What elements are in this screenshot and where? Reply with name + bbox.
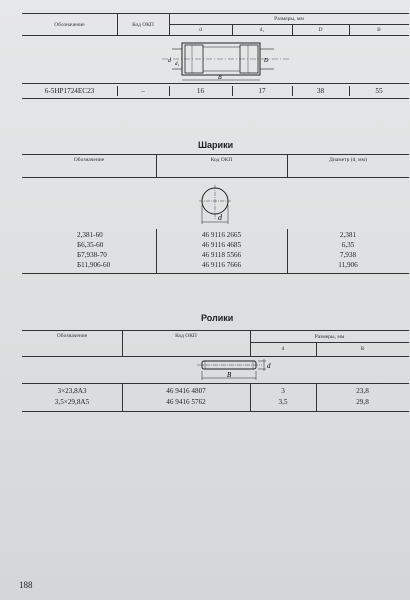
row-okp: 46 9416 5762 (166, 398, 206, 406)
bearing-drawing (22, 35, 409, 83)
page-number: 188 (19, 580, 33, 590)
row-okp: 46 9416 4807 (166, 387, 206, 395)
header-d: d (281, 346, 285, 352)
balls-table (22, 154, 409, 274)
row-okp: 46 9116 7666 (201, 261, 242, 269)
ball-drawing (22, 177, 409, 229)
header-diameter: Диаметр (d, мм) (329, 157, 367, 163)
header-okp: Код ОКП (210, 157, 233, 163)
table-row-designation: 6-5НР1724ЕС23 (44, 86, 95, 95)
table-row (22, 386, 409, 396)
row-diameter: 11,906 (338, 261, 358, 269)
drawing-label-B: B (227, 371, 232, 379)
header-designation: Обозначение (73, 157, 105, 163)
header-okp: Код ОКП (175, 333, 197, 339)
header-d: d (199, 26, 202, 33)
drawing-label-B: B (218, 75, 222, 81)
row-diameter: 2,381 (339, 231, 357, 239)
table-row-d1: 17 (258, 86, 266, 95)
table-row (22, 240, 409, 250)
table-row-B: 55 (375, 86, 383, 95)
header-designation: Обозначение (56, 333, 88, 339)
table-row-d: 16 (196, 86, 205, 95)
row-okp: 46 9116 2665 (201, 231, 242, 239)
table-row-okp: – (141, 86, 145, 95)
row-designation: 3×23,8А3 (57, 387, 87, 395)
bearing-table (22, 13, 409, 99)
drawing-label-d: d (267, 362, 271, 370)
row-okp: 46 9118 5566 (201, 251, 242, 259)
row-designation: 3,5×29,8А5 (54, 398, 90, 406)
header-dimensions: Размеры, мм (274, 16, 304, 22)
table-row (22, 230, 409, 240)
header-D: D (318, 26, 323, 33)
rollers-table (22, 330, 409, 412)
table-row (22, 397, 409, 407)
table-row (22, 260, 409, 270)
drawing-label-D: D (264, 58, 269, 64)
section-title-balls: Шарики (198, 140, 234, 150)
row-B: 23,8 (356, 387, 369, 395)
header-B: B (377, 26, 381, 33)
header-dimensions: Размеры, мм (314, 333, 345, 340)
table-row (22, 250, 409, 260)
row-diameter: 7,938 (339, 251, 357, 259)
table-row-D: 38 (316, 86, 325, 95)
header-designation: Обозначение (54, 21, 85, 28)
row-designation: Б11,906-60 (77, 261, 111, 269)
roller-drawing (22, 356, 409, 383)
row-okp: 46 9116 4685 (201, 241, 242, 249)
drawing-label-d: d (168, 58, 171, 64)
row-designation: 2,381-60 (77, 231, 103, 239)
row-B: 29,8 (356, 398, 369, 406)
section-title-rollers: Ролики (201, 313, 234, 323)
header-B: B (360, 346, 365, 352)
row-d: 3,5 (278, 398, 288, 406)
row-designation: Б6,35-60 (77, 241, 104, 249)
header-okp: Код ОКП (132, 21, 154, 28)
drawing-label-d1: d₁ (175, 62, 180, 67)
row-d: 3 (281, 387, 285, 395)
drawing-label-d: d (218, 213, 222, 222)
header-d1: d₁ (259, 26, 265, 33)
row-designation: Б7,938-70 (77, 251, 107, 259)
row-diameter: 6,35 (341, 241, 355, 249)
